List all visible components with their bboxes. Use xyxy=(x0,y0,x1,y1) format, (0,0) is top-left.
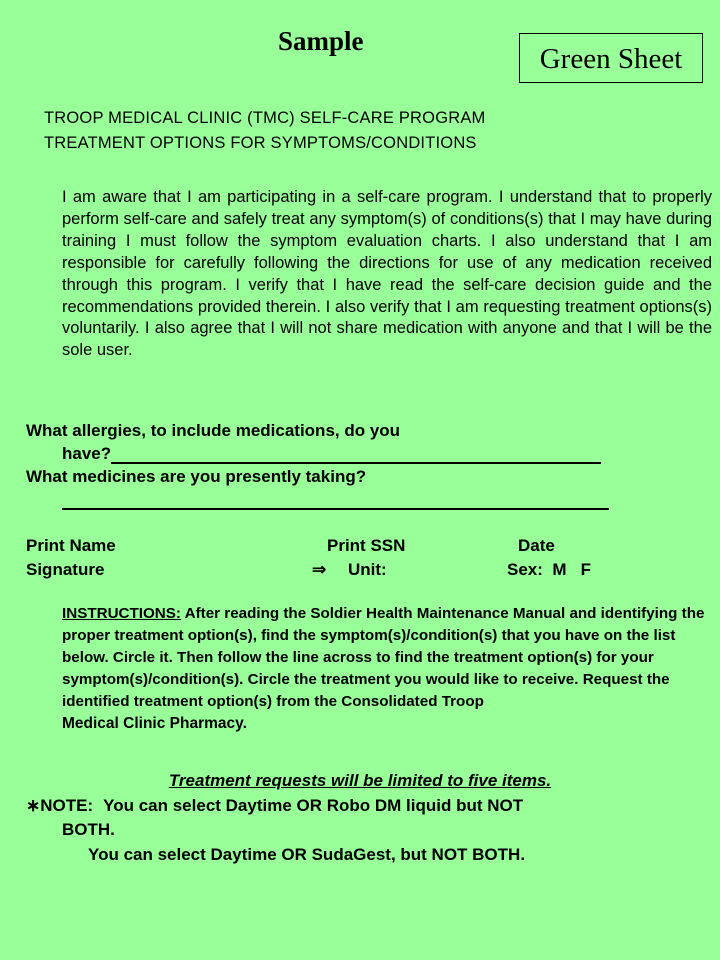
note-line-1 xyxy=(26,796,523,816)
signature-label: Signature xyxy=(26,560,105,579)
instructions-text: After reading the Soldier Health Maintenance Manual and identifying the proper treatment option(s), find the symptom(s)/condition(s) that you have on the list below. Circle it. Then follow the line across to find the treatment option(s) for your symptom(s)/condition(s). Circle the treatment you would like to receive. Request the identified treatment option(s) from the Consolidated Troop xyxy=(62,605,705,710)
acknowledgement-paragraph: I am aware that I am participating in a self-care program. I understand that to properly perform self-care and safely treat any symptom(s) of conditions(s) that I may have during training I must follow the symptom evaluation charts. I also understand that I am responsible for carefully following the directions for use of any medication received through this program. I verify that I have read the self-care decision guide and the recommendations provided therein. I also verify that I am requesting treatment options(s) voluntarily. I also agree that I will not share medication with anyone and that I will be the sole user. xyxy=(62,188,712,360)
allergies-question-cont: have? xyxy=(62,444,112,463)
note-text-1: You can select Daytime OR Robo DM liquid but NOT xyxy=(103,796,524,815)
instructions-block xyxy=(62,603,712,735)
header-line-2: TREATMENT OPTIONS FOR SYMPTOMS/CONDITIONS xyxy=(44,134,477,152)
allergies-answer-row xyxy=(62,444,601,464)
instructions-label: INSTRUCTIONS: xyxy=(62,605,181,622)
header-line-1: TROOP MEDICAL CLINIC (TMC) SELF-CARE PROGRAM xyxy=(44,109,486,127)
allergies-answer-line[interactable] xyxy=(111,444,601,464)
medicines-question: What medicines are you presently taking? xyxy=(26,467,367,486)
green-sheet-badge: Green Sheet xyxy=(519,33,703,83)
allergies-question: What allergies, to include medications, do you xyxy=(26,421,401,440)
asterisk-icon: ∗ xyxy=(26,796,41,815)
limit-notice: Treatment requests will be limited to five items. xyxy=(168,771,552,790)
unit-label: Unit: xyxy=(348,560,387,579)
note-label: NOTE: xyxy=(40,796,94,815)
print-ssn-label: Print SSN xyxy=(327,536,406,555)
date-label: Date xyxy=(518,536,555,555)
arrow-icon: ⇒ xyxy=(312,560,327,579)
medicines-answer-line[interactable] xyxy=(62,508,609,510)
page-title: Sample xyxy=(278,26,364,56)
note-line-3: You can select Daytime OR SudaGest, but NOT BOTH. xyxy=(88,845,526,864)
print-name-label: Print Name xyxy=(26,536,116,555)
sex-label: Sex: M F xyxy=(507,560,592,579)
instructions-text-last: Medical Clinic Pharmacy. xyxy=(62,715,247,732)
note-line-2: BOTH. xyxy=(62,820,115,839)
